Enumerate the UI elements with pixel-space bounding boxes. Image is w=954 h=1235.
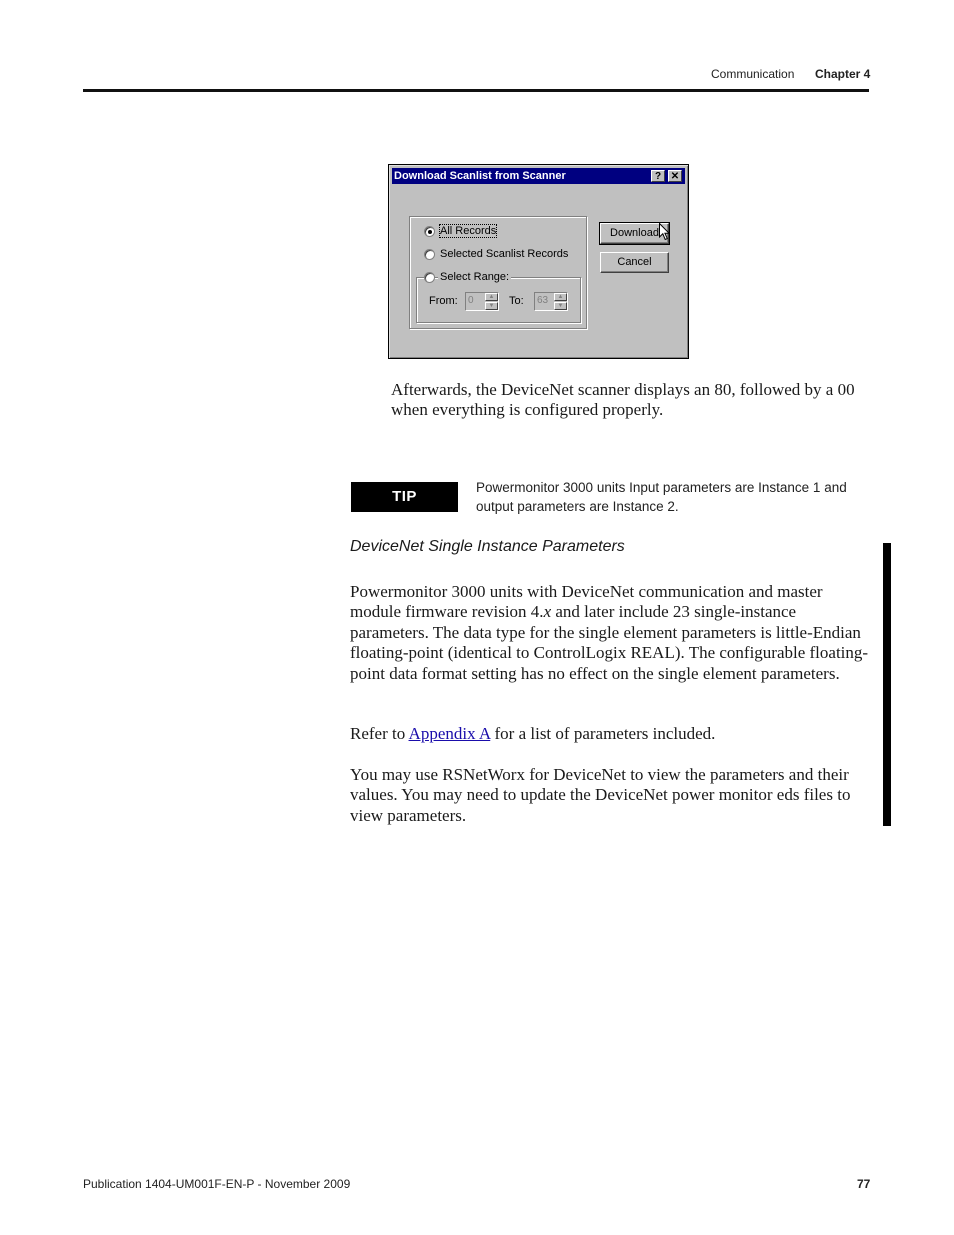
- from-value[interactable]: 0: [468, 295, 474, 306]
- running-header-section: Communication: [711, 67, 795, 81]
- page-number: 77: [857, 1177, 871, 1191]
- selected-records-label[interactable]: Selected Scanlist Records: [440, 248, 569, 260]
- dialog-title: Download Scanlist from Scanner: [394, 170, 566, 182]
- running-header-chapter: Chapter 4: [815, 67, 871, 81]
- to-spinner[interactable]: [534, 292, 568, 311]
- to-down-arrow-icon[interactable]: ▼: [554, 302, 567, 310]
- select-range-label[interactable]: Select Range:: [440, 271, 510, 283]
- close-button[interactable]: ✕: [668, 170, 682, 182]
- to-value[interactable]: 63: [537, 295, 549, 306]
- refer-paragraph: [350, 724, 870, 744]
- download-scanlist-dialog: [388, 164, 689, 359]
- appendix-a-link[interactable]: Appendix A: [408, 724, 491, 743]
- from-up-arrow-icon[interactable]: ▲: [485, 293, 498, 301]
- help-button[interactable]: ?: [651, 170, 665, 182]
- all-records-radio[interactable]: [424, 226, 435, 237]
- para2-part-b: for a list of parameters included.: [490, 724, 716, 743]
- from-down-arrow-icon[interactable]: ▼: [485, 302, 498, 310]
- cancel-button[interactable]: Cancel: [600, 252, 669, 273]
- dialog-titlebar: [392, 168, 685, 184]
- chapter-thumb-tab: [883, 543, 891, 826]
- para2-part-a: Refer to: [350, 724, 409, 743]
- mouse-pointer-icon: [659, 223, 670, 241]
- from-label: From:: [429, 295, 458, 307]
- after-dialog-paragraph: Afterwards, the DeviceNet scanner displays an 80, followed by a 00 when everything is configured properly.: [391, 380, 855, 420]
- selected-records-radio[interactable]: [424, 249, 435, 260]
- to-label: To:: [509, 295, 524, 307]
- rsnetworx-paragraph: You may use RSNetWorx for DeviceNet to view the parameters and their values. You may need to update the DeviceNet power monitor eds files to view parameters.: [350, 765, 851, 825]
- para1-part-b: and later include 23 single-instance parameters. The data type for the single element parameters is little-Endian floating-point (identical to ControlLogix REAL). The configurable floating-point data format setting has no effect on the single element parameters.: [350, 602, 869, 683]
- all-records-label[interactable]: All Records: [440, 225, 497, 237]
- to-up-arrow-icon[interactable]: ▲: [554, 293, 567, 301]
- from-spinner[interactable]: [465, 292, 499, 311]
- footer-publication: Publication 1404-UM001F-EN-P - November 2009: [83, 1177, 351, 1191]
- para1-emphasis: x: [543, 602, 552, 622]
- para1-part-a: Powermonitor 3000 units with DeviceNet communication and master module firmware revision 4.: [350, 582, 823, 622]
- section-heading: DeviceNet Single Instance Parameters: [350, 538, 625, 555]
- download-button[interactable]: Download: [600, 223, 669, 244]
- single-instance-paragraph: [350, 582, 870, 684]
- tip-label: TIP: [351, 482, 458, 512]
- select-range-radio[interactable]: [424, 272, 435, 283]
- tip-text: Powermonitor 3000 units Input parameters are Instance 1 and output parameters are Instance 2.: [476, 480, 847, 514]
- header-rule: [83, 89, 869, 92]
